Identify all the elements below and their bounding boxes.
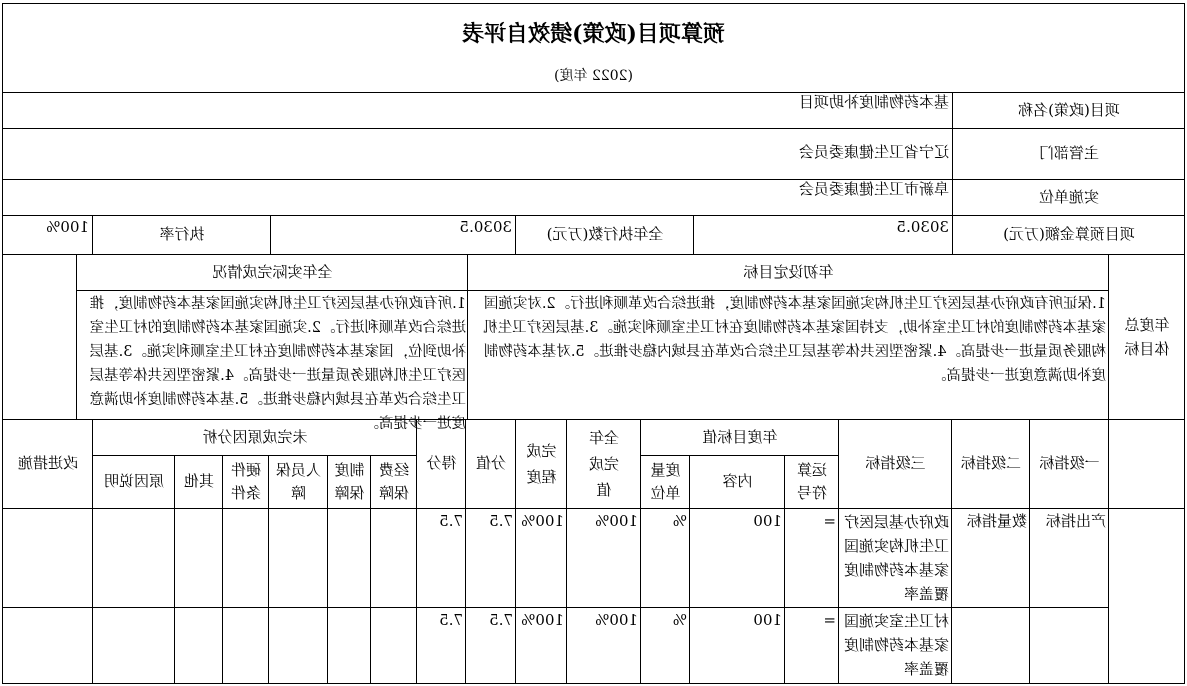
header-reason-hardware: 硬件条件 bbox=[231, 460, 262, 502]
row2-completion: 100% bbox=[521, 611, 564, 629]
budget-label: 项目预算金额(万元) bbox=[1003, 225, 1135, 243]
rate-value: 100% bbox=[46, 218, 89, 236]
row2-l2 bbox=[953, 611, 1027, 631]
goal-set-header: 年初设定目标 bbox=[743, 262, 834, 281]
header-l3: 三级指标 bbox=[865, 454, 926, 472]
row1-score: 7.5 bbox=[439, 512, 463, 530]
row2-score: 7.5 bbox=[439, 611, 463, 629]
header-completion: 完成程度 bbox=[526, 441, 557, 486]
unit-value: 阜新市卫生健康委员会 bbox=[798, 180, 949, 198]
header-reason-group: 未完成原因分析 bbox=[202, 427, 308, 446]
row1-op: = bbox=[823, 512, 836, 530]
row2-actual: 100% bbox=[595, 611, 638, 629]
frame-bottom bbox=[2, 683, 1185, 684]
dept-label: 主管部门 bbox=[1039, 144, 1100, 162]
header-improve: 改进措施 bbox=[18, 454, 79, 472]
goal-set-text: 1.保证所有政府办基层医疗卫生机构实施国家基本药物制度，推进综合改革顺利进行。2.对实施国家基本药物制度的村卫生室补助，支持国家基本药物制度在村卫生室顺利实施。3.基层医疗卫生机构服务质量进一步提高。4.紧密型医共体等基层卫生综合改革在县域内稳步推进。5.对基本药物制度补助满意度进一步提高。 bbox=[483, 296, 1106, 384]
header-actual: 全年完成值 bbox=[589, 428, 620, 499]
header-l1: 一级指标 bbox=[1039, 454, 1100, 472]
header-content: 内容 bbox=[722, 472, 753, 490]
rule-after-row1 bbox=[2, 607, 1109, 608]
page-title: 预算项目(政策)绩效自评表 bbox=[462, 20, 725, 47]
goal-done-text: 1.所有政府办基层医疗卫生机构实施国家基本药物制度，推进综合改革顺利进行。2.实施国家基本药物制度的村卫生室补助到位，国家基本药物制度在村卫生室顺利实施。3.基层医疗卫生机构服务质量进一步提高。4.紧密型医共体等基层卫生综合改革在县域内稳步推进。5.基本药物制度补助满意度进一步提高。 bbox=[89, 296, 466, 432]
row1-weight: 7.5 bbox=[489, 512, 513, 530]
frame-top bbox=[2, 3, 1185, 4]
row1-completion: 100% bbox=[521, 512, 564, 530]
row1-l2: 数量指标 bbox=[966, 512, 1027, 530]
header-reason-fund: 经费保障 bbox=[379, 460, 410, 502]
unit-label: 实施单位 bbox=[1039, 187, 1100, 206]
frame-right bbox=[2, 3, 3, 684]
rate-label: 执行率 bbox=[159, 225, 205, 243]
goal-done-header: 全年实际完成情况 bbox=[212, 262, 333, 281]
exec-value: 3030.5 bbox=[459, 218, 512, 236]
rule-goal-header bbox=[76, 290, 1109, 291]
header-reason-staff: 人员保障 bbox=[276, 460, 322, 502]
project-name-label: 项目(政策)名称 bbox=[1018, 100, 1120, 119]
row1-content: 100 bbox=[753, 512, 782, 530]
header-op: 运算符号 bbox=[797, 460, 828, 502]
dept-value: 辽宁省卫生健康委员会 bbox=[798, 143, 949, 161]
project-name-value: 基本药物制度补助项目 bbox=[798, 93, 949, 111]
header-target-group: 年度目标值 bbox=[702, 427, 778, 446]
header-weight: 分值 bbox=[476, 454, 507, 472]
header-score: 得分 bbox=[426, 454, 457, 472]
exec-label: 全年执行数(万元) bbox=[546, 225, 664, 243]
row1-l1: 产出指标 bbox=[1045, 512, 1106, 530]
row1-actual: 100% bbox=[595, 512, 638, 530]
row2-weight: 7.5 bbox=[489, 611, 513, 629]
year-label: (2022 年度) bbox=[554, 67, 634, 84]
header-reason-explain: 原因说明 bbox=[104, 472, 165, 490]
row1-unit: % bbox=[672, 512, 687, 530]
row2-l3: 村卫生室实施国家基本药物制度覆盖率 bbox=[843, 612, 949, 678]
row2-content: 100 bbox=[753, 611, 782, 629]
header-reason-other: 其他 bbox=[184, 472, 215, 490]
header-unit: 度量单位 bbox=[650, 460, 681, 502]
goal-label: 年度总体目标 bbox=[1124, 316, 1170, 358]
row2-l1 bbox=[1032, 611, 1106, 631]
row2-op: = bbox=[823, 611, 836, 629]
rule-after-header bbox=[2, 508, 1185, 509]
budget-value: 3030.5 bbox=[896, 218, 949, 236]
row2-unit: % bbox=[672, 611, 687, 629]
header-l2: 二级指标 bbox=[961, 454, 1022, 472]
row1-l3: 政府办基层医疗卫生机构实施国家基本药物制度覆盖率 bbox=[843, 513, 949, 603]
header-reason-system: 制度保障 bbox=[334, 460, 365, 502]
